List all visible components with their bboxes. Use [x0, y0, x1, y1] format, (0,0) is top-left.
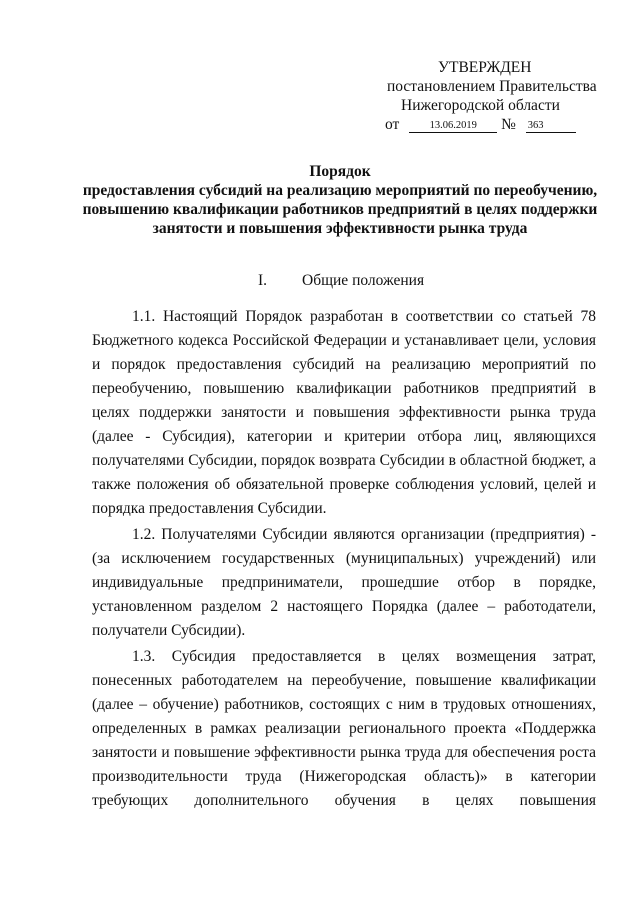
title-line-4: занятости и повышения эффективности рынка труда: [152, 220, 528, 237]
paragraph-1-2: 1.2. Получателями Субсидии являются организации (предприятия) - (за исключением государственных (муниципальных) учреждений) или индивидуальные предприниматели, прошедшие отбор в порядке, установленном разделом 2 настоящего Порядка (далее – работодатели, получатели Субсидии).: [92, 526, 596, 639]
section-title: Общие положения: [302, 272, 425, 289]
paragraph-1-1: 1.1. Настоящий Порядок разработан в соответствии со статьей 78 Бюджетного кодекса Российской Федерации и устанавливает цели, условия и порядок предоставления субсидий на реализацию мероприятий по переобучению, повышению квалификации работников предприятий в целях поддержки занятости и повышения эффективности рынка труда (далее - Субсидия), категории и критерии отбора лиц, являющихся получателями Субсидии, порядок возврата Субсидии в областной бюджет, а также положения об обязательной проверке соблюдения условий, целей и порядка предоставления Субсидии.: [92, 308, 596, 517]
approval-line-date-number: [385, 115, 585, 134]
approval-from-label: от: [385, 116, 400, 133]
document-body: [92, 305, 596, 815]
paragraph-1-3: 1.3. Субсидия предоставляется в целях возмещения затрат, понесенных работодателем на переобучение, повышение квалификации (далее – обучение) работников, состоящих с ним в трудовых отношениях, определенных в рамках реализации регионального проекта «Поддержка занятости и повышение эффективности рынка труда для обеспечения роста производительности труда (Нижегородская область)» в категории требующих дополнительного обучения в целях повышения: [92, 648, 596, 809]
title-line-1: Порядок: [309, 163, 371, 180]
title-line-2: предоставления субсидий на реализацию мероприятий по переобучению,: [82, 182, 598, 199]
approval-line-resolution: постановлением Правительства: [387, 78, 597, 95]
approval-number-label: №: [501, 116, 516, 133]
section-number: I.: [258, 272, 268, 289]
approval-date: 13.06.2019: [409, 120, 497, 133]
approval-heading: УТВЕРЖДЕН: [438, 59, 532, 76]
document-title: [80, 162, 600, 238]
approval-line-region: Нижегородской области: [401, 97, 560, 114]
approval-number: 363: [526, 120, 576, 133]
title-line-3: повышению квалификации работников предприятий в целях поддержки: [82, 201, 598, 218]
approval-stamp: [385, 58, 597, 134]
